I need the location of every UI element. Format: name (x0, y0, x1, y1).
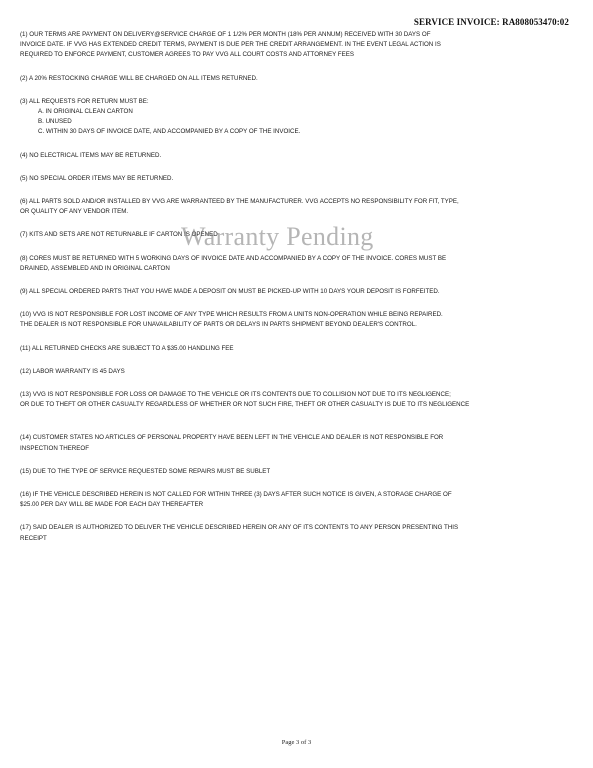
term-line: (7) KITS AND SETS ARE NOT RETURNABLE IF CARTON IS OPENED (20, 231, 218, 239)
term-line: (16) IF THE VEHICLE DESCRIBED HEREIN IS NOT CALLED FOR WITHIN THREE (3) DAYS AFTER SUCH NOTICE IS GIVEN, A STORAGE CHARGE OF (20, 491, 452, 499)
term-sub-item: A. IN ORIGINAL CLEAN CARTON (38, 108, 133, 116)
term-8 (20, 254, 492, 274)
term-16 (20, 490, 492, 510)
term-line: OR QUALITY OF ANY VENDOR ITEM. (20, 208, 129, 216)
term-line: (8) CORES MUST BE RETURNED WITH 5 WORKING DAYS OF INVOICE DATE AND ACCOMPANIED BY A COPY OF THE INVOICE. CORES MUST BE (20, 254, 447, 262)
term-line: THE DEALER IS NOT RESPONSIBLE FOR UNAVAILABILITY OF PARTS OR DELAYS IN PARTS SHIPMENT BEYOND DEALER'S CONTROL. (20, 321, 417, 329)
term-line: (12) LABOR WARRANTY IS 45 DAYS (20, 367, 125, 375)
term-15 (20, 467, 492, 477)
term-17 (20, 523, 492, 543)
term-line: INSPECTION THEREOF (20, 444, 89, 452)
term-line: RECEIPT (20, 534, 47, 542)
term-line: (14) CUSTOMER STATES NO ARTICLES OF PERSONAL PROPERTY HAVE BEEN LEFT IN THE VEHICLE AND DEALER IS NOT RESPONSIBLE FOR (20, 434, 444, 442)
term-line: $25.00 PER DAY WILL BE MADE FOR EACH DAY THEREAFTER (20, 501, 204, 509)
term-1 (20, 30, 492, 61)
term-10 (20, 310, 492, 330)
term-line: (5) NO SPECIAL ORDER ITEMS MAY BE RETURNED. (20, 174, 174, 182)
term-line: (6) ALL PARTS SOLD AND/OR INSTALLED BY VVG ARE WARRANTEED BY THE MANUFACTURER. VVG ACCEPTS NO RESPONSIBILITY FOR FIT, TYPE, (20, 198, 459, 206)
term-line: DRAINED, ASSEMBLED AND IN ORIGINAL CARTON (20, 264, 170, 272)
term-sub-item: C. WITHIN 30 DAYS OF INVOICE DATE, AND ACCOMPANIED BY A COPY OF THE INVOICE. (38, 128, 301, 136)
term-14 (20, 433, 492, 453)
term-line: OR DUE TO THEFT OR OTHER CASUALTY REGARDLESS OF WHETHER OR NOT SUCH FIRE, THEFT OR OTHER CASUALTY IS DUE TO ITS NEGLIGENCE (20, 401, 470, 409)
term-12 (20, 367, 492, 377)
term-line: (13) VVG IS NOT RESPONSIBLE FOR LOSS OR DAMAGE TO THE VEHICLE OR ITS CONTENTS DUE TO COLLISION NOT DUE TO ITS NEGLIGENCE; (20, 391, 451, 399)
term-5 (20, 174, 492, 184)
term-line: INVOICE DATE. IF VVG HAS EXTENDED CREDIT TERMS, PAYMENT IS DUE PER THE CREDIT ARRANGEMENT. IN THE EVENT LEGAL ACTION IS (20, 41, 441, 49)
warranty-watermark: Warranty Pending (181, 222, 374, 251)
term-line: REQUIRED TO ENFORCE PAYMENT, CUSTOMER AGREES TO PAY VVG ALL COURT COSTS AND ATTORNEY FEES (20, 51, 354, 59)
term-line: (3) ALL REQUESTS FOR RETURN MUST BE: (20, 97, 149, 105)
terms-and-conditions (20, 30, 492, 544)
term-11 (20, 344, 492, 354)
term-line: (1) OUR TERMS ARE PAYMENT ON DELIVERY@SERVICE CHARGE OF 1 1/2% PER MONTH (18% PER ANNUM) RECEIVED WITH 30 DAYS OF (20, 31, 431, 38)
term-line: (9) ALL SPECIAL ORDERED PARTS THAT YOU HAVE MADE A DEPOSIT ON MUST BE PICKED-UP WITH 10 DAYS YOUR DEPOSIT IS FORFEITED. (20, 288, 440, 296)
page-number: Page 3 of 3 (281, 739, 312, 746)
term-line: (4) NO ELECTRICAL ITEMS MAY BE RETURNED. (20, 151, 162, 159)
term-sub-item: B. UNUSED (38, 118, 72, 126)
term-4 (20, 151, 492, 161)
term-line: (11) ALL RETURNED CHECKS ARE SUBJECT TO A $35.00 HANDLING FEE (20, 344, 234, 352)
term-2 (20, 74, 492, 84)
term-line: (15) DUE TO THE TYPE OF SERVICE REQUESTED SOME REPAIRS MUST BE SUBLET (20, 467, 271, 475)
term-line: (17) SAID DEALER IS AUTHORIZED TO DELIVER THE VEHICLE DESCRIBED HEREIN OR ANY OF ITS CONTENTS TO ANY PERSON PRESENTING THIS (20, 524, 459, 532)
term-3 (20, 97, 492, 138)
term-13 (20, 390, 492, 410)
term-6 (20, 197, 492, 217)
invoice-title: SERVICE INVOICE: RA808053470:02 (413, 17, 569, 27)
term-9 (20, 287, 492, 297)
term-line: (2) A 20% RESTOCKING CHARGE WILL BE CHARGED ON ALL ITEMS RETURNED. (20, 74, 258, 82)
term-line: (10) VVG IS NOT RESPONSIBLE FOR LOST INCOME OF ANY TYPE WHICH RESULTS FROM A UNITS NON-OPERATION WHILE BEING REPAIRED. (20, 311, 443, 319)
